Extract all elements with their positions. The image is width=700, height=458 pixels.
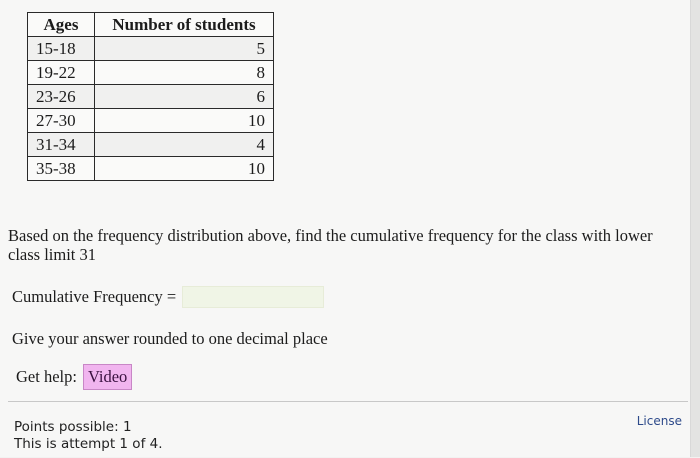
table-row <box>28 157 274 181</box>
age-cell: 31-34 <box>28 133 95 157</box>
table-row <box>28 109 274 133</box>
count-cell: 10 <box>95 157 274 181</box>
get-help-row <box>16 364 132 390</box>
count-cell: 4 <box>95 133 274 157</box>
footer <box>8 401 688 458</box>
age-cell: 19-22 <box>28 61 95 85</box>
license-link[interactable]: License <box>636 414 682 428</box>
table-row <box>28 133 274 157</box>
answer-row <box>12 286 324 308</box>
age-cell: 35-38 <box>28 157 95 181</box>
age-cell: 27-30 <box>28 109 95 133</box>
count-cell: 10 <box>95 109 274 133</box>
table-row <box>28 85 274 109</box>
rounding-hint: Give your answer rounded to one decimal place <box>12 329 328 348</box>
points-info <box>14 419 163 453</box>
count-cell: 8 <box>95 61 274 85</box>
answer-label: Cumulative Frequency = <box>12 287 177 306</box>
cumulative-frequency-input[interactable] <box>182 286 324 308</box>
count-cell: 5 <box>95 37 274 61</box>
count-cell: 6 <box>95 85 274 109</box>
points-possible: Points possible: 1 <box>14 419 132 435</box>
question-text: Based on the frequency distribution above, find the cumulative frequency for the class with lower class limit 31 <box>8 226 653 264</box>
column-header-ages: Ages <box>28 13 95 37</box>
column-header-students: Number of students <box>95 13 274 37</box>
table-row <box>28 61 274 85</box>
attempt-count: This is attempt 1 of 4. <box>14 436 163 452</box>
table-header-row <box>28 13 274 37</box>
video-button[interactable]: Video <box>83 364 132 390</box>
table-row <box>28 37 274 61</box>
page-edge <box>690 0 700 457</box>
age-cell: 23-26 <box>28 85 95 109</box>
age-cell: 15-18 <box>28 37 95 61</box>
get-help-label: Get help: <box>16 367 77 386</box>
frequency-table <box>27 12 274 181</box>
